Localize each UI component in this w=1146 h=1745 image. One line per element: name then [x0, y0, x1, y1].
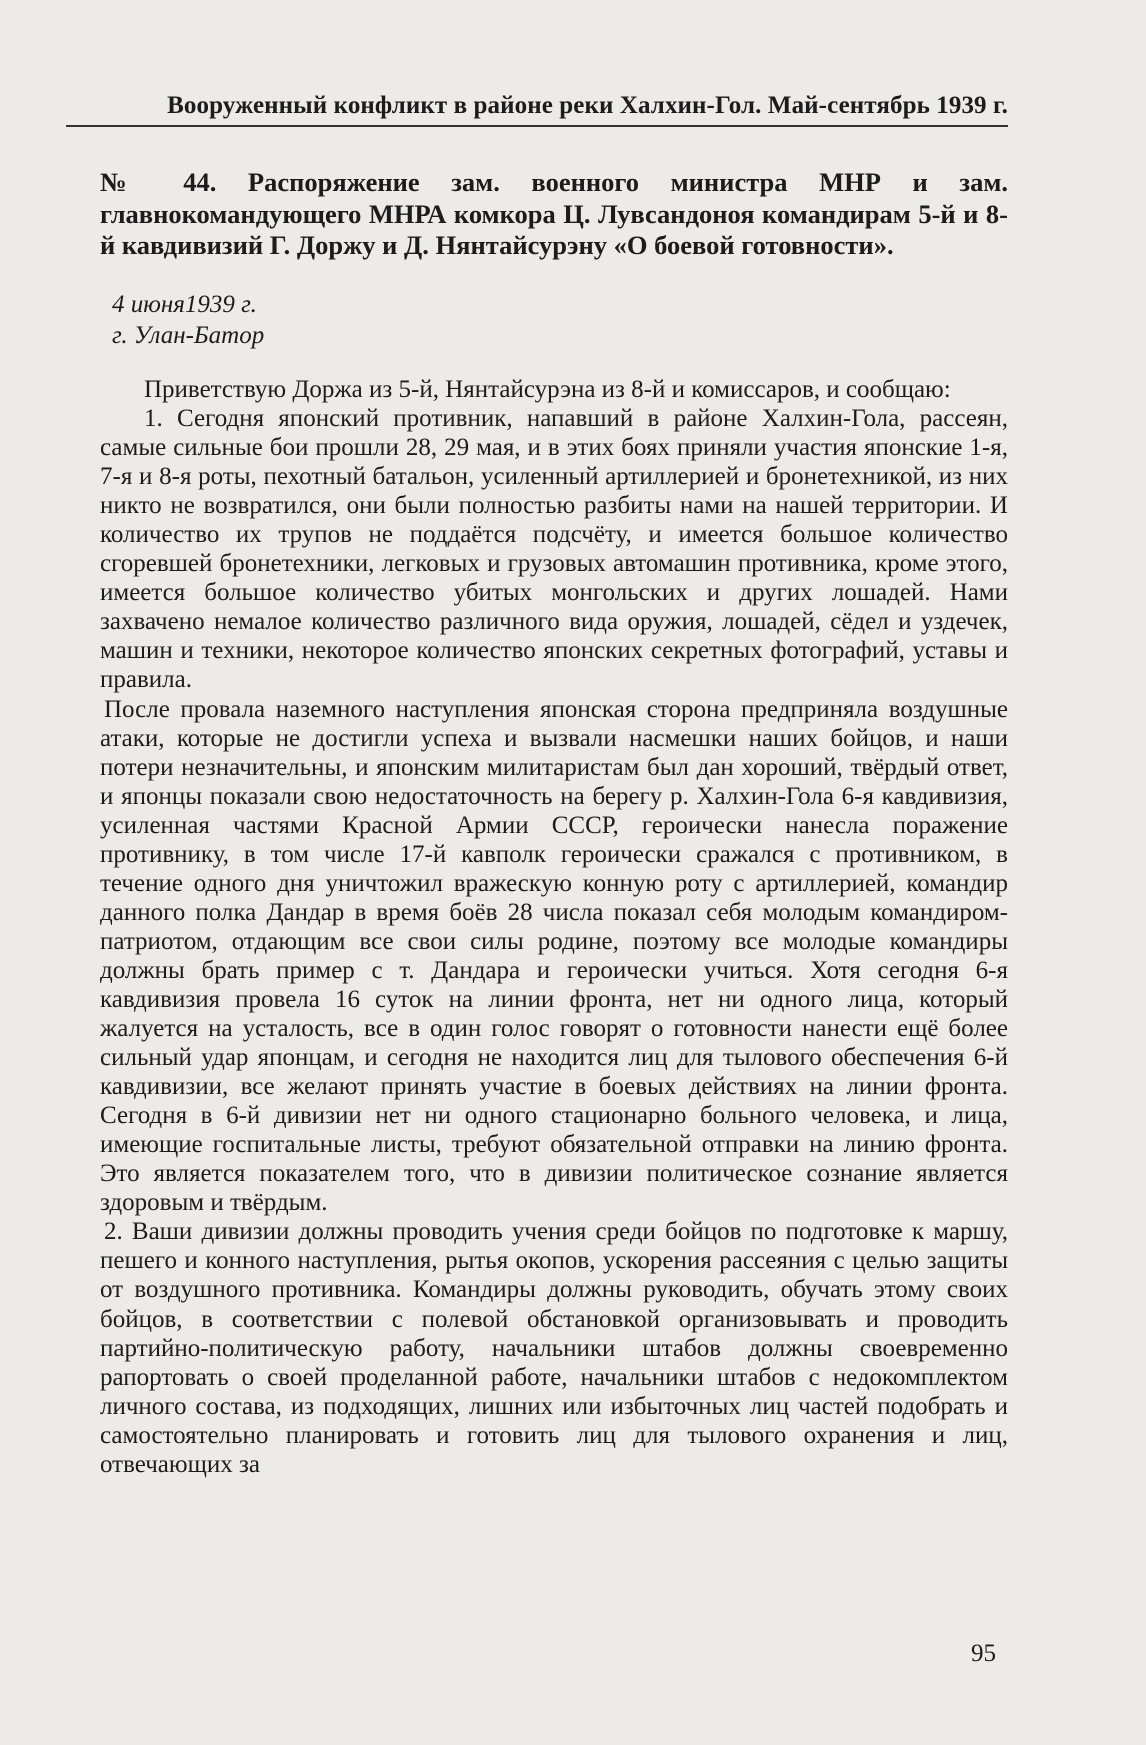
paragraph-air-attacks: После провала наземного наступления японская сторона предприняла воздушные атаки, которые не достигли успеха и вызвали насмешки наших бойцов, и наши потери незначительны, и японским милитаристам был дан хороший, твёрдый ответ, и японцы показали свою недостаточность на берегу р. Халхин-Гола 6-я кавдивизия, усиленная частями Красной Армии СССР, героически нанесла поражение противнику, в том числе 17-й кавполк героически сражался с противником, в течение одного дня уничтожил вражескую конную роту с артиллерией, командир данного полка Дандар в время боёв 28 числа показал себя молодым командиром-патриотом, отдающим все свои силы родине, поэтому все молодые командиры должны брать пример с т. Дандара и героически учиться. Хотя сегодня 6-я кавдивизия провела 16 суток на линии фронта, нет ни одного лица, который жалуется на усталость, все в один голос говорят о готовности нанести ещё более сильный удар японцам, и сегодня не находится лиц для тылового обеспечения 6-й кавдивизии, все желают принять участие в боевых действиях на линии фронта. Сегодня в 6-й дивизии нет ни одного стационарно больного человека, и лица, имеющие госпитальные листы, требуют обязательной отправки на линию фронта. Это является показателем того, что в дивизии политическое сознание является здоровым и твёрдым. [100, 695, 1008, 1217]
header-rule [66, 125, 1008, 127]
page-number: 95 [971, 1640, 996, 1667]
running-header: Вооруженный конфликт в районе реки Халхин-Гол. Май-сентябрь 1939 г. [167, 92, 1008, 119]
document-place: г. Улан-Батор [112, 322, 265, 349]
document-meta [112, 289, 264, 351]
document-title: № 44. Распоряжение зам. военного министра МНР и зам. главнокомандующего МНРА комкора Ц. Лувсандоноя командирам 5-й и 8-й кавдивизий Г. Доржу и Д. Нянтайсурэну «О боевой готовности». [100, 167, 1008, 260]
document-body [100, 375, 1008, 1479]
paragraph-greeting: Приветствую Доржа из 5-й, Нянтайсурэна из 8-й и комиссаров, и сообщаю: [144, 376, 951, 403]
document-date: 4 июня1939 г. [112, 291, 257, 318]
paragraph-item-1: 1. Сегодня японский противник, напавший в районе Халхин-Гола, рассеян, самые сильные бои прошли 28, 29 мая, и в этих боях приняли участия японские 1-я, 7-я и 8-я роты, пехотный батальон, усиленный артиллерией и бронетехникой, из них никто не возвратился, они были полностью разбиты нами на нашей территории. И количество их трупов не поддаётся подсчёту, и имеется большое количество сгоревшей бронетехники, легковых и грузовых автомашин противника, кроме этого, имеется большое количество убитых монгольских и других лошадей. Нами захвачено немалое количество различного вида оружия, лошадей, сёдел и уздечек, машин и техники, некоторое количество японских секретных фотографий, уставы и правила. [100, 405, 1008, 694]
paragraph-item-2: 2. Ваши дивизии должны проводить учения среди бойцов по подготовке к маршу, пешего и конного наступления, рытья окопов, ускорения рассеяния с целью защиты от воздушного противника. Командиры должны руководить, обучать этому своих бойцов, в соответствии с полевой обстановкой организовывать и проводить партийно-политическую работу, начальники штабов должны своевременно рапортовать о своей проделанной работе, начальники штабов с недокомплектом личного состава, из подходящих, лишних или избыточных лиц частей подобрать и самостоятельно планировать и готовить лиц для тылового охранения и лиц, отвечающих за [100, 1218, 1008, 1478]
